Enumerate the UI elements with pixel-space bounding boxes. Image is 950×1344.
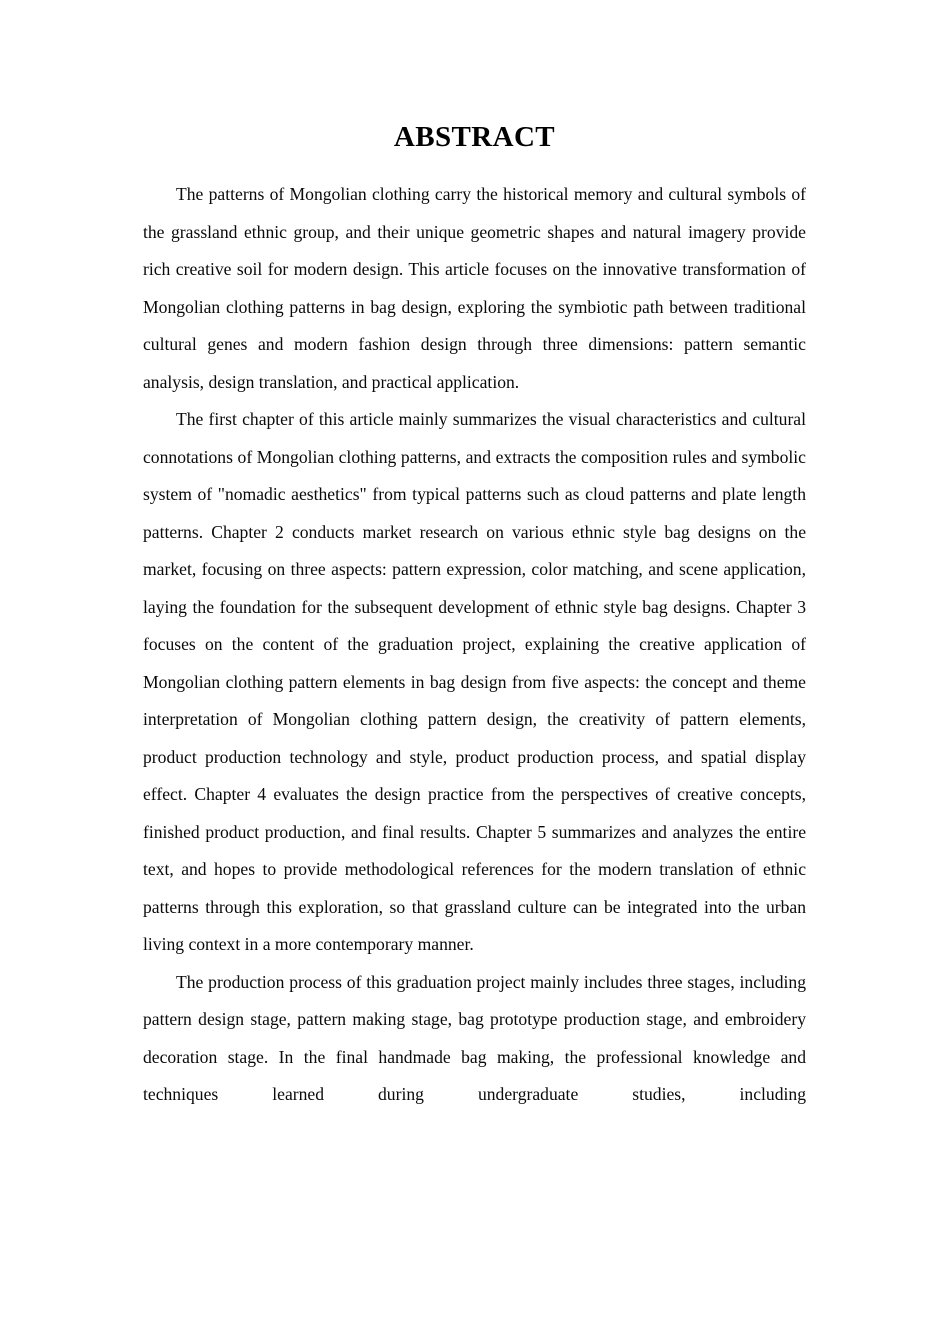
paragraph-2: The first chapter of this article mainly summarizes the visual characteristics and cultural connotations of Mongolian clothing patterns, and extracts the composition rules and symbolic system of "nomadic aesthetics" from typical patterns such as cloud patterns and plate length patterns. Chapter 2 conducts market research on various ethnic style bag designs on the market, focusing on three aspects: pattern expression, color matching, and scene application, laying the foundation for the subsequent development of ethnic style bag designs. Chapter 3 focuses on the content of the graduation project, explaining the creative application of Mongolian clothing pattern elements in bag design from five aspects: the concept and theme interpretation of Mongolian clothing pattern design, the creativity of pattern elements, product production technology and style, product production process, and spatial display effect. Chapter 4 evaluates the design practice from the perspectives of creative concepts, finished product production, and final results. Chapter 5 summarizes and analyzes the entire text, and hopes to provide methodological references for the modern translation of ethnic patterns through this exploration, so that grassland culture can be integrated into the urban living context in a more contemporary manner. (143, 409, 806, 954)
page-title: ABSTRACT (393, 121, 556, 153)
abstract-body (143, 176, 806, 1114)
paragraph-1: The patterns of Mongolian clothing carry the historical memory and cultural symbols of the grassland ethnic group, and their unique geometric shapes and natural imagery provide rich creative soil for modern design. This article focuses on the innovative transformation of Mongolian clothing patterns in bag design, exploring the symbiotic path between traditional cultural genes and modern fashion design through three dimensions: pattern semantic analysis, design translation, and practical application. (143, 184, 806, 392)
paragraph-3: The production process of this graduation project mainly includes three stages, including pattern design stage, pattern making stage, bag prototype production stage, and embroidery decoration stage. In the final handmade bag making, the professional knowledge and techniques learned during undergraduate studies, including (143, 971, 806, 1104)
